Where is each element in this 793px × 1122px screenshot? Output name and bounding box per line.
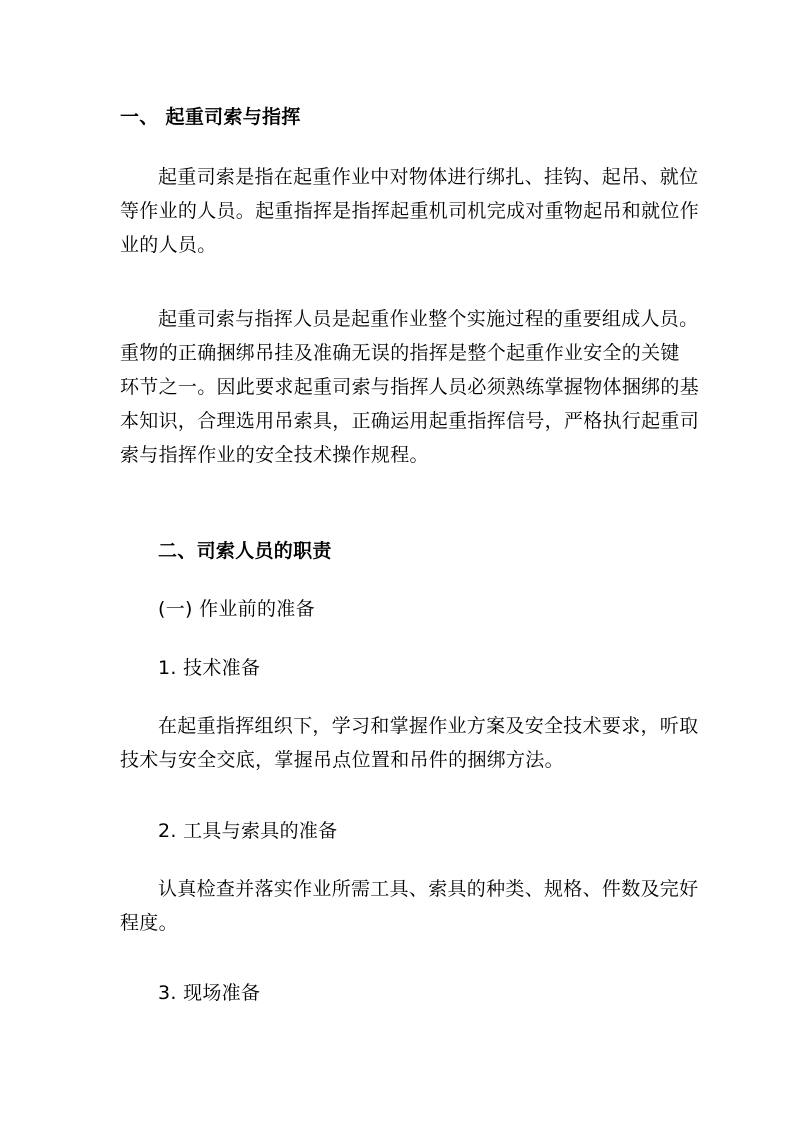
- subsection-text: (一) 作业前的准备: [158, 598, 315, 620]
- paragraph-line: 技术与安全交底，掌握吊点位置和吊件的捆绑方法。: [120, 749, 564, 771]
- heading-text: 一、 起重司索与指挥: [120, 106, 301, 128]
- paragraph-line: 业的人员。: [120, 234, 217, 256]
- paragraph-line: 本知识，合理选用吊索具，正确运用起重指挥信号，严格执行起重司: [120, 410, 700, 432]
- item-label-text: 3. 现场准备: [158, 982, 261, 1004]
- section-heading-1: [120, 100, 680, 134]
- item-label-text: 1. 技术准备: [158, 657, 261, 679]
- paragraph-line: 在起重指挥组织下，学习和掌握作业方案及安全技术要求，听取: [158, 715, 699, 737]
- item-text-2: [120, 872, 699, 940]
- paragraph-2: [120, 302, 700, 472]
- paragraph-line: 等作业的人员。起重指挥是指挥起重机司机完成对重物起吊和就位作: [120, 200, 700, 222]
- item-label-text: 2. 工具与索具的准备: [158, 820, 338, 842]
- paragraph-line: 起重司索与指挥人员是起重作业整个实施过程的重要组成人员。: [158, 308, 699, 330]
- paragraph-line: 重物的正确捆绑吊挂及准确无误的指挥是整个起重作业安全的关键: [120, 342, 680, 364]
- paragraph-line: 起重司索是指在起重作业中对物体进行绑扎、挂钩、起吊、就位: [158, 166, 699, 188]
- item-label-3: [120, 976, 718, 1010]
- item-label-1: [120, 651, 718, 685]
- paragraph-line: 索与指挥作业的安全技术操作规程。: [120, 444, 429, 466]
- section-heading-2: [120, 534, 718, 568]
- paragraph-1: [120, 160, 700, 262]
- item-text-1: [120, 709, 699, 777]
- item-label-2: [120, 814, 718, 848]
- paragraph-line: 认真检查并落实作业所需工具、索具的种类、规格、件数及完好: [158, 878, 699, 900]
- paragraph-line: 程度。: [120, 912, 178, 934]
- heading-text: 二、司索人员的职责: [158, 540, 332, 562]
- paragraph-line: 环节之一。因此要求起重司索与指挥人员必须熟练掌握物体捆绑的基: [120, 376, 700, 398]
- subsection-heading: [120, 592, 718, 626]
